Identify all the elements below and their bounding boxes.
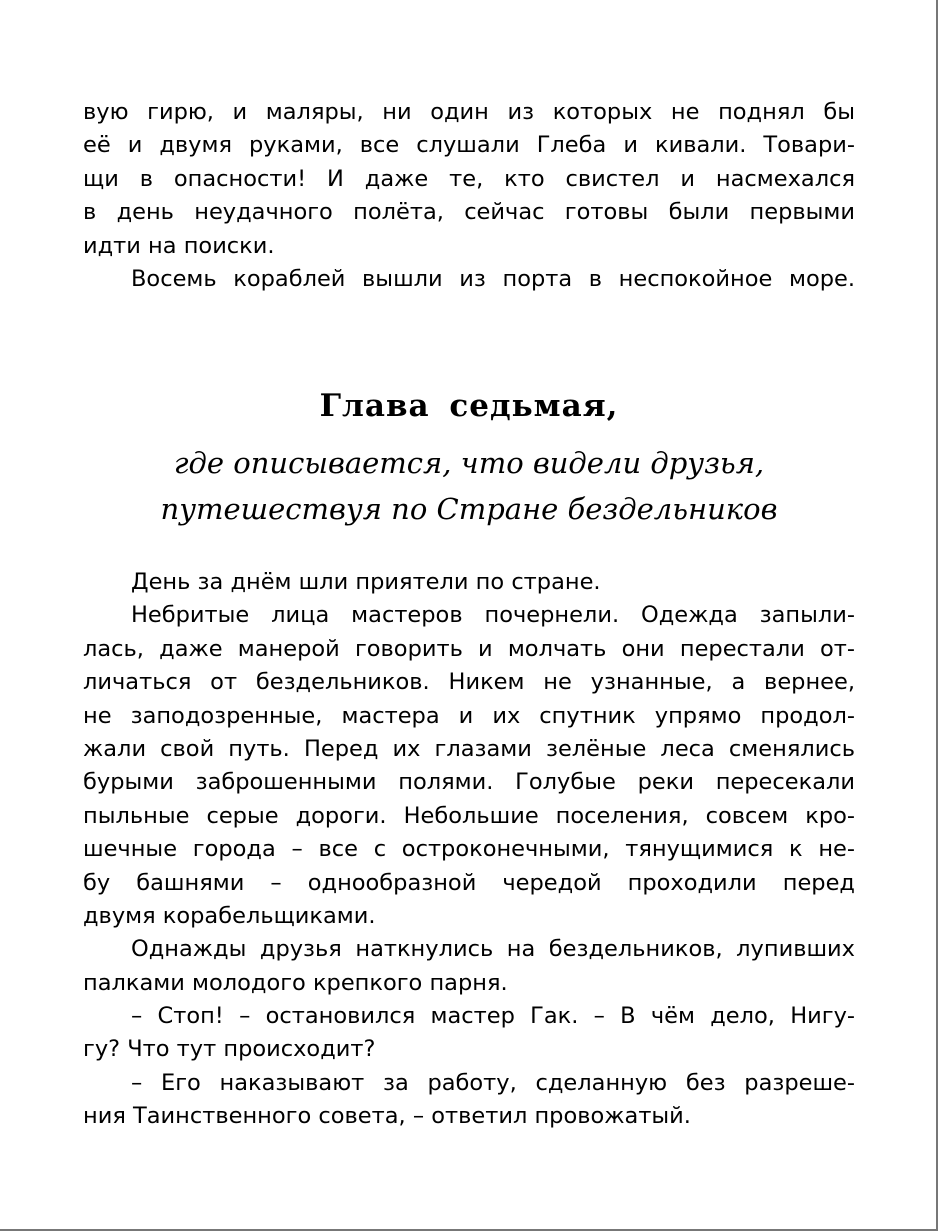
text-line: бу башнями – однообразной чередой проходили перед bbox=[83, 869, 855, 896]
text-line: лась, даже манерой говорить и молчать они перестали от- bbox=[83, 635, 855, 662]
text-line: личаться от бездельников. Никем не узнанные, а вернее, bbox=[83, 669, 855, 696]
text-line: её и двумя руками, все слушали Глеба и кивали. Товари- bbox=[83, 132, 855, 159]
text-line: бурыми заброшенными полями. Голубые реки пересекали bbox=[83, 769, 855, 796]
chapter-title: Глава седьмая, bbox=[319, 388, 619, 424]
text-line: пыльные серые дороги. Небольшие поселения, совсем кро- bbox=[83, 802, 855, 829]
text-line: идти на поиски. bbox=[83, 232, 275, 259]
text-line: ния Таинственного совета, – ответил провожатый. bbox=[83, 1103, 691, 1130]
text-line: гу? Что тут происходит? bbox=[83, 1036, 376, 1063]
text-line: двумя корабельщиками. bbox=[83, 902, 376, 929]
text-block-top bbox=[83, 96, 855, 296]
text-line: щи в опасности! И даже те, кто свистел и насмехался bbox=[83, 165, 855, 192]
text-line: – Стоп! – остановился мастер Гак. – В чём дело, Нигу- bbox=[131, 1003, 855, 1030]
chapter-subtitle-line: где описывается, что видели друзья, bbox=[173, 446, 765, 480]
text-line: День за днём шли приятели по стране. bbox=[131, 569, 601, 595]
text-line: Восемь кораблей вышли из порта в неспокойное море. bbox=[131, 265, 855, 292]
chapter-subtitle-line: путешествуя по Стране бездельников bbox=[160, 492, 778, 526]
text-line: Однажды друзья наткнулись на бездельников, лупивших bbox=[131, 936, 855, 963]
text-line: – Его наказывают за работу, сделанную без разреше- bbox=[131, 1069, 855, 1096]
text-line: вую гирю, и маляры, ни один из которых не поднял бы bbox=[83, 99, 855, 125]
text-line: Небритые лица мастеров почернели. Одежда запыли- bbox=[131, 602, 855, 629]
text-block-body bbox=[83, 566, 855, 1134]
text-line: в день неудачного полёта, сейчас готовы были первыми bbox=[83, 199, 855, 226]
text-line: не заподозренные, мастера и их спутник упрямо продол- bbox=[83, 702, 855, 729]
text-line: палками молодого крепкого парня. bbox=[83, 969, 508, 996]
text-line: жали свой путь. Перед их глазами зелёные леса сменялись bbox=[83, 735, 855, 762]
text-line: шечные города – все с остроконечными, тянущимися к не- bbox=[83, 836, 855, 863]
